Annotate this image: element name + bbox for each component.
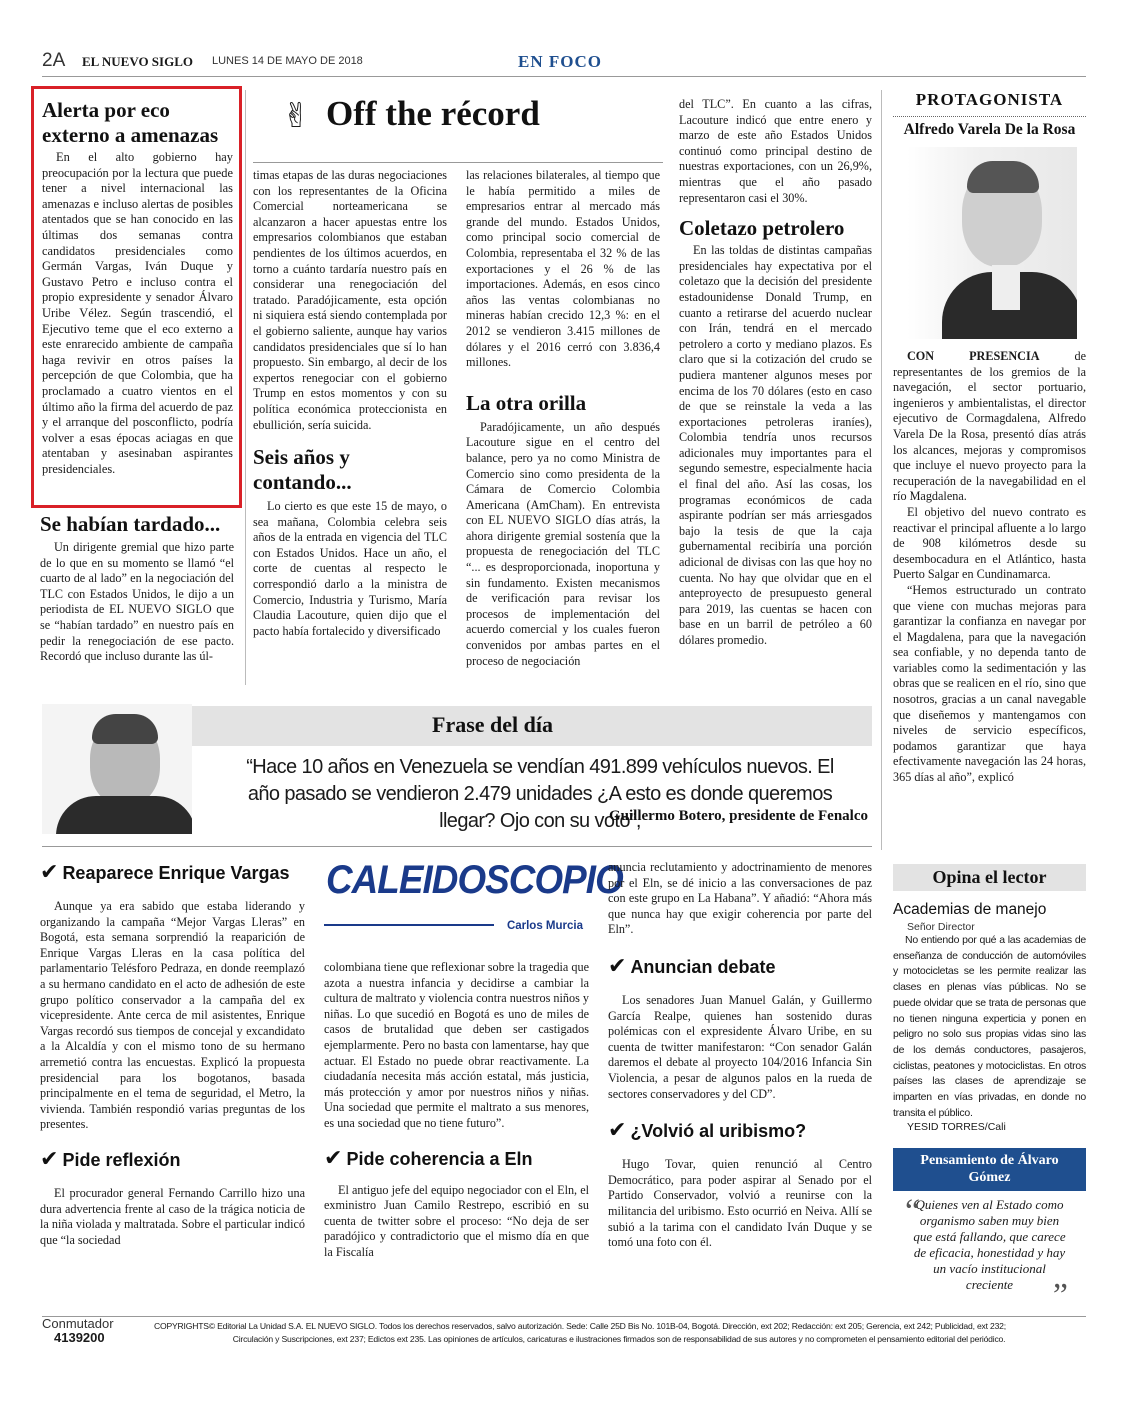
checkmark-icon: ✔: [40, 1146, 59, 1172]
tardado-article: [40, 512, 234, 665]
coherencia-title-text: Pide coherencia a Eln: [346, 1148, 533, 1169]
conmutador-number: 4139200: [54, 1330, 105, 1345]
protagonista-body1: [893, 349, 1086, 505]
pensamiento-label: Pensamiento de Álvaro Gómez: [893, 1148, 1086, 1191]
checkmark-icon: ✔: [608, 953, 627, 979]
alerta-title: Alerta por eco externo a amenazas: [42, 98, 219, 147]
reflexion-title-text: Pide reflexión: [62, 1149, 181, 1170]
opina-salutation: Señor Director: [907, 921, 975, 933]
cal-left-col: [40, 860, 305, 1248]
off-record-rule: [253, 162, 663, 163]
reaparece-body: Aunque ya era sabido que estaba liderando y organizando la campaña “Mejor Vargas Lleras” en Bogotá, esta semana sorprendió la reaparición de Enrique Vargas Lleras en la casa política del parlamentario Telésforo Pedraza, en donde reemplazó a su hermano candidato en el acto de adhesión de este grupo político conservador a la campaña del ex vicepresidente. Ante cerca de mil asistentes, Enrique Vargas recordó sus tiempos de concejal y excandidato a la Alcaldía y con el mismo tono de su hermano arremetió contra las encuestas. Explicó la propuesta presidencial para los bogotanos, basada principalmente en el tema de seguridad, el Metro, la vivienda. También respondió varias preguntas de los presentes.: [40, 899, 305, 1132]
off-record-col1-text: timas etapas de las duras negociaciones con los representantes de la Oficina Comercial norteamericana se alcanzaron a hacer apuestas entre los empresarios colombianos que estaban pendientes de los últimos acuerdos, en torno a cuánto tardaría nuestro país en considerar una renegociación del tratado. Paradójicamente, esta opción ni siquiera está siendo contemplada por el gobierno saliente, aunque hay varios candidatos presidenciales que sí lo han propuesto. Sin embargo, al decir de los expertos renegociar con el gobierno Trump en estos momentos y con su política económica proteccionista en ebullición, sería suicida.: [253, 168, 447, 432]
protagonista-body1-text: de representantes de los gremios de la navegación, el sector portuario, ingenieros y ambientalistas, el director ejecutivo de Cormagdalena, Alfredo Varela De la Rosa, presentó días atrás los alcances, mejoras y compromisos que incluye el nuevo proyecto para la recuperación de la navegabilidad en el río Magdalena.: [893, 349, 1086, 504]
coherencia-title: [324, 1146, 589, 1171]
page-date: LUNES 14 DE MAYO DE 2018: [212, 55, 363, 67]
page-number: 2A: [42, 50, 66, 71]
opina-body: No entiendo por qué a las academias de enseñanza de conducción de automóviles y motocicletas se les permite realizar las clases en plenas vías públicas. No se puede olvidar que se trata de personas que no tienen ninguna experticia y ponen en peligro no solo sus propias vidas sino las de los demás conductores, pasajeros, ciclistas, peatones y motociclistas. En otros países las clases de aprendizaje se imparten en vías privadas, en donde no transita el público.: [893, 934, 1086, 1119]
protagonista-lead: CON PRESENCIA: [907, 349, 1040, 363]
off-record-col3-text: del TLC”. En cuanto a las cifras, Lacouture indicó que entre enero y marzo de este año Estados Unidos continuó como principal destino de nuestras exportaciones, con un 26,9%, mientras que el año pasado representaron casi el 30%.: [679, 97, 872, 205]
uribismo-title-text: ¿Volvió al uribismo?: [630, 1121, 807, 1142]
coletazo-title: Coletazo petrolero: [679, 216, 845, 241]
cal-mid-body: colombiana tiene que reflexionar sobre la tragedia que azota a nuestra infancia y decidirse a cambiar la cultura de maltrato y violencia contra nuestros niños y niñas. Lo que sucedió en Bogotá es uno de miles de casos de brutalidad que deben ser castigados ejemplarmente. Pero no basta con lamentarse, hay que actuar. El Estado no puede obrar reactivamente. La ciudadanía necesita más acción estatal, más justicia, más protección y amor por nuestros niños y niñas. Una sociedad que permite el maltrato a sus menores, es una sociedad que no tiene futuro”.: [324, 960, 589, 1130]
otra-orilla-body: Paradójicamente, un año después Lacouture sigue en el centro del balance, pero ya no como Ministra de Comercio sino como presidenta de la Cámara de Comercio Colombia Americana (AmCham). En entrevista con EL NUEVO SIGLO días atrás, la ahora dirigente gremial sostenía que la propuesta de renegociación del TLC “... es desproporcionada, inoportuna y sin fundamento. Existen mecanismos de verificación para revisar los procesos de implementación del acuerdo comercial y los cuales fueron convenidos por ambas partes en el proceso de negociación: [466, 419, 660, 668]
protagonista-photo: [907, 147, 1077, 339]
section-title: EN FOCO: [518, 52, 602, 71]
reflexion-title: [40, 1147, 305, 1172]
column-rule: [881, 90, 882, 850]
tardado-title: Se habían tardado...: [40, 512, 221, 536]
opina-label: Opina el lector: [893, 864, 1086, 891]
debate-body: Los senadores Juan Manuel Galán, y Guillermo García Realpe, quienes han sostenido duras polémicas con el expresidente Álvaro Uribe, en su cuenta de twitter manifestaron: “Con senador Galán daremos el debate al proyecto 104/2016 Infancia Sin Violencia, a pesar de algunos palos en la rueda de sectores conservadores y del CD”.: [608, 992, 872, 1101]
uribismo-body: Hugo Tovar, quien renunció al Centro Democrático, para poder aspirar al Senado por el Partido Conservador, volvió a reunirse con la militancia del uribismo. Esto ocurrió en Neiva. Allí se subió a la tarima con el candidato Iván Duque y se tomó una foto con él.: [608, 1157, 872, 1250]
frase-rule: [42, 846, 872, 847]
conmutador-label: Conmutador: [42, 1316, 114, 1331]
seis-anos-title: Seis años y contando...: [253, 445, 352, 495]
footer-rule: [42, 1316, 1086, 1317]
cal-title: CALEIDOSCOPIO: [326, 858, 623, 902]
opina-box: [893, 864, 1086, 1133]
cal-right-col: [608, 860, 872, 1251]
otra-orilla-title: La otra orilla: [466, 390, 587, 415]
tardado-body: Un dirigente gremial que hizo parte de lo que en su momento se llamó “el cuarto de al lado” en la negociación del TLC con Estados Unidos, le dijo a un periodista de EL NUEVO SIGLO que se “habían tardado” en nuestro país en pedir la renegociación de ese pacto. Recordó que incluso durante las úl-: [40, 540, 234, 664]
protagonista-label: PROTAGONISTA: [915, 90, 1064, 109]
alerta-body: En el alto gobierno hay preocupación por la lectura que puede tener a nivel internacional las amenazas e incluso alertas de posibles atentados que se han conocido en las últimas dos semanas contra candidatos presidenciales como Germán Vargas, Iván Duque y Gustavo Petro e incluso contra el propio expresidente y senador Álvaro Uribe Vélez. Según trascendió, el Ejecutivo teme que el eco externo a este enrarecido ambiente de campaña haga revivir en otros países la percepción de que Colombia, que ha proclamado a cuatro vientos en el último año la firma del acuerdo de paz y el arranque del posconflicto, podría volver a esas épocas aciagas en que atentaban y asesinaban aspirantes presidenciales.: [42, 150, 233, 476]
cal-author: Carlos Murcia: [506, 920, 583, 932]
reaparece-title-text: Reaparece Enrique Vargas: [62, 863, 290, 883]
frase-quote: “Hace 10 años en Venezuela se vendían 491.899 vehículos nuevos. El año pasado se vendieron 2.479 unidades ¿A esto es donde queremos llegar? Ojo con su voto”,: [246, 756, 834, 832]
off-record-col1: [253, 168, 447, 639]
uribismo-title: [608, 1118, 872, 1143]
page-header: [42, 50, 1086, 78]
checkmark-icon: ✔: [608, 1118, 627, 1144]
debate-title: [608, 954, 872, 979]
cal-right-top: anuncia reclutamiento y adoctrinamiento de menores por el Eln, se dé inicio a las conversaciones de paz con este grupo en La Habana”. Y añadió: “Ahora más que nunca hay que exigir coherencia por parte del Eln”.: [608, 860, 872, 937]
off-record-title: Off the récord: [326, 94, 540, 133]
off-record-header: [282, 92, 662, 152]
header-rule: [42, 76, 1086, 77]
opina-title: Academias de manejo: [893, 901, 1047, 918]
checkmark-icon: ✔: [324, 1145, 343, 1171]
off-record-col2-text: las relaciones bilaterales, al tiempo que le había permitido a miles de empresarios entrar al mercado más grande del mundo. Estados Unidos, como principal socio comercial de Colombia, representaba el 32 % de las exportaciones y el 26 % de las importaciones. Además, en esos cinco años las ventas colombianas no mineras habían crecido 12,3 %: en el 2012 se vendieron 3.415 millones de dólares y el 2016 cerró con 3.836,4 millones.: [466, 168, 660, 370]
cal-mid-col: [324, 960, 589, 1261]
debate-title-text: Anuncian debate: [630, 956, 776, 977]
protagonista-body3: “Hemos estructurado un contrato que viene con muchas mejoras para garantizar la confianza en navegar por el Magdalena, para que la navegación sea confiable, y no dependa tanto de variables como la sedimentación y las obras que se realicen en el río, sino que nosotros, gracias a un canal navegable que diseñemos y mantengamos con niveles de servicio específicos, podamos garantizar que haya efectivamente navegación las 24 horas, 365 días al año”, explicó: [893, 582, 1086, 785]
off-record-col3: [679, 97, 872, 649]
checkmark-icon: ✔: [40, 860, 59, 885]
close-quote-icon: ”: [1052, 1277, 1068, 1314]
off-record-col2: [466, 168, 660, 669]
reflexion-body: El procurador general Fernando Carrillo hizo una dura advertencia frente al caso de la trágica noticia de la niña violada y maltratada. Sobre el particular indicó que “la sociedad: [40, 1185, 305, 1247]
cal-masthead: [324, 858, 623, 948]
opina-signature: YESID TORRES/Cali: [907, 1121, 1006, 1134]
cal-rule: [324, 924, 494, 926]
footer-line1: COPYRIGHTS© Editorial La Unidad S.A. EL NUEVO SIGLO. Todos los derechos reservados, salvo autorización. Sede: Calle 25D Bis No. 101B-04, Bogotá. Dirección, ext 202; Redacción: ext 205; Gerencia, ext 242; Publicidad, ext 232;: [154, 1321, 1006, 1331]
paper-name: EL NUEVO SIGLO: [82, 54, 193, 69]
coletazo-body: En las toldas de distintas campañas presidenciales hay expectativa por el coletazo que la decisión del presidente estadounidense Donald Trump, en cuanto a retirarse del acuerdo nuclear con Irán, tendrá en el mercado petrolero a corto y mediano plazos. Es claro que si la cotización del crudo se pudiera mantener algunos meses por encima de los 70 dólares (esto en caso de que se reinstale la veda a las exportaciones petroleras iraníes), Colombia tendría unos recursos adicionales muy importantes para el segundo semestre, especialmente hacia el final del año. Así las cosas, los programas económicos de cada aspirante podrían ser más arriesgados bajo la tesis de que la caja gubernamental recibiría una porción adicional de divisas con las que hoy no cuenta. No hay que olvidar que en el anteproyecto de presupuesto general para 2019, las cuentas se hacen con base en un barril de petróleo a 60 dólares promedio.: [679, 243, 872, 647]
seis-anos-body: Lo cierto es que este 15 de mayo, o sea mañana, Colombia celebra seis años de la entrada en vigencia del TLC con Estados Unidos. Hace un año, el corte de cuentas al respecto le correspondió darlo a la ministra de Comercio, Industria y Turismo, María Claudia Lacouture, quien dijo que el pacto había fortalecido y diversificado: [253, 499, 447, 638]
frase-label: Frase del día: [432, 712, 553, 737]
victory-hand-icon: ✌: [282, 96, 311, 136]
footer-line2: Circulación y Suscripciones, ext 237; Edictos ext 235. Las opiniones de artículos, caricaturas e ilustraciones firmados son de responsabilidad de sus autores y no comprometen el pensamiento editorial del periódico.: [232, 1334, 1006, 1344]
protagonista-body2: El objetivo del nuevo contrato es reactivar el principal afluente a lo largo de 908 kilómetros desde su desembocadura en el Atlántico, hasta Puerto Salgar en Cundinamarca.: [893, 504, 1086, 582]
pensamiento-quote: Quienes ven al Estado como organismo saben muy bien que está fallando, que carece de eficacia, honestidad y hay un vacío institucional creciente: [913, 1197, 1066, 1292]
column-rule: [245, 90, 246, 685]
pensamiento-box: [893, 1148, 1086, 1314]
frase-photo: [42, 704, 192, 834]
protagonista-box: [893, 90, 1086, 786]
alerta-box: [31, 86, 242, 508]
reaparece-title: [40, 860, 305, 885]
open-quote-icon: “: [905, 1193, 921, 1230]
frase-author: Guillermo Botero, presidente de Fenalco: [609, 808, 868, 824]
frase-box: [42, 704, 872, 834]
protagonista-name: Alfredo Varela De la Rosa: [903, 121, 1076, 138]
coherencia-body: El antiguo jefe del equipo negociador con el Eln, el exministro Juan Camilo Restrepo, escribió en su cuenta de twitter sobre el proceso: “No deja de ser paradójico y contradictorio que el mismo día en que la Fiscalía: [324, 1182, 589, 1259]
